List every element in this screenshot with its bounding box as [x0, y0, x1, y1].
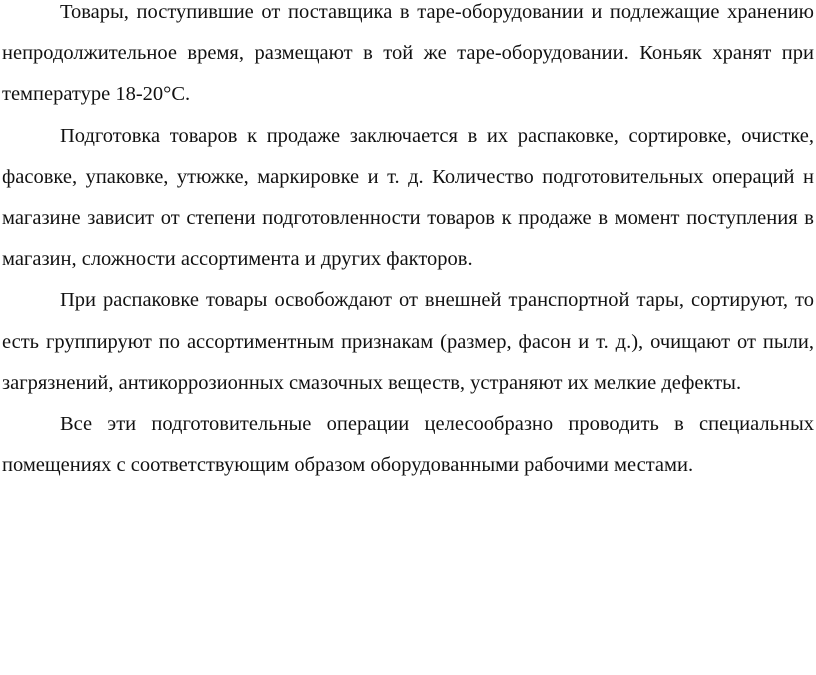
paragraph-unpacking: При распаковке товары освобождают от внешней транспортной тары, сортируют, то есть группируют по ассортиментным признакам (размер, фасон и т. д.), очищают от пыли, загрязнений, антикоррозионных смазочных веществ, устраняют их мелкие дефекты.: [2, 289, 814, 394]
paragraph-preparation: Подготовка товаров к продаже заключается в их распаковке, сортировке, очистке, фасовке, упаковке, утюжке, маркировке и т. д. Количество подготовительных операций н магазине зависит от степени подготовленности товаров к продаже в момент поступления в магазин, сложности ассортимента и других факторов.: [2, 124, 814, 271]
paragraph-special-rooms: Все эти подготовительные операции целесообразно проводить в специальных помещениях с соответствующим образом оборудованными рабочими местами.: [2, 413, 814, 477]
paragraph-storage: Товары, поступившие от поставщика в таре-оборудовании и подлежащие хранению непродолжительное время, размещают в той же таре-оборудовании. Коньяк хранят при температуре 18-20°С.: [2, 1, 814, 106]
